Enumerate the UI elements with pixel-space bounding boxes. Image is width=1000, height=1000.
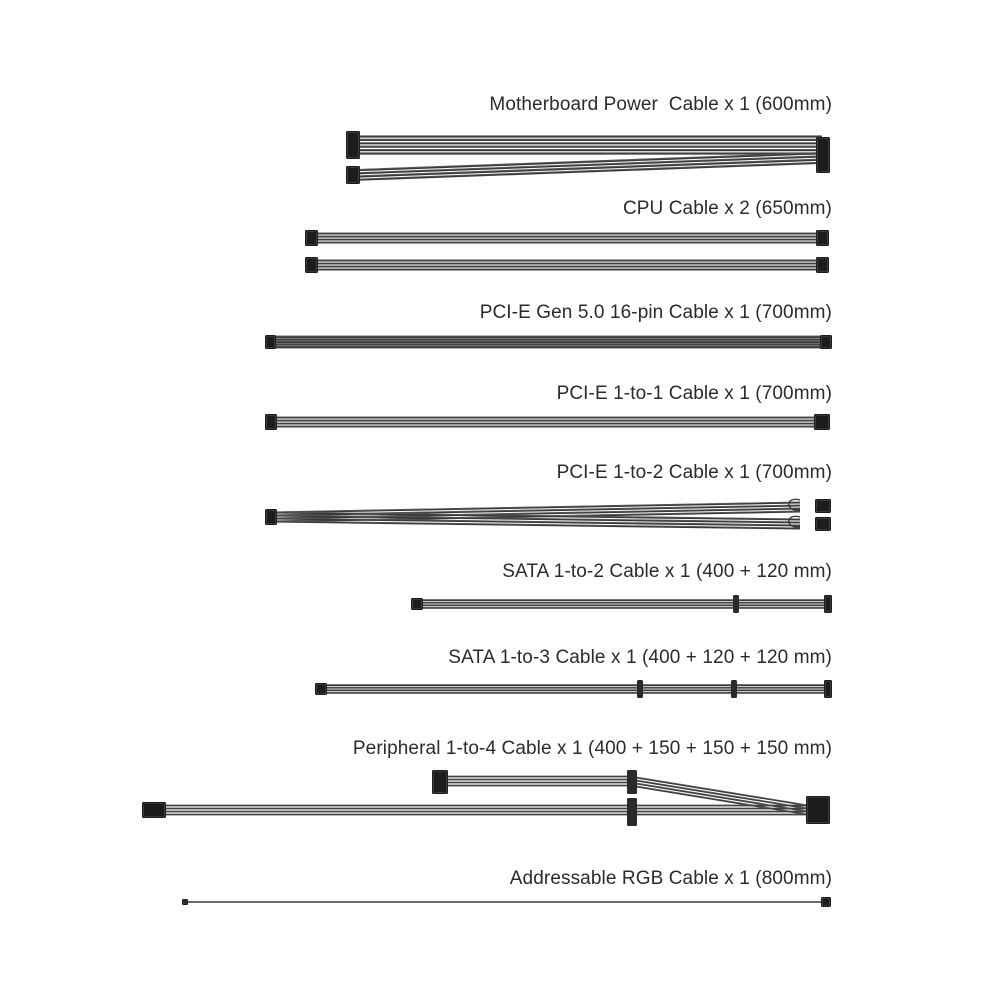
- peripheral-1to4-cable: [142, 770, 830, 826]
- argb-connector-a: [182, 899, 188, 905]
- peripheral-1to4-cable-label: Peripheral 1-to-4 Cable x 1 (400 + 150 + 150 + 150 mm): [352, 738, 832, 759]
- argb-cable: [182, 897, 831, 907]
- pcie-16pin-cable: [265, 335, 832, 349]
- pcie-1to2-cable-label: PCI-E 1-to-2 Cable x 1 (700mm): [556, 462, 832, 483]
- cpu-connector-b-end: [305, 257, 318, 273]
- pcie-1to2-connector-gpu-b: [815, 517, 831, 531]
- wire: [630, 786, 808, 815]
- argb-cable-label: Addressable RGB Cable x 1 (800mm): [509, 868, 832, 889]
- cpu-cable-label: CPU Cable x 2 (650mm): [622, 198, 832, 219]
- cpu-cables: [305, 230, 829, 273]
- pcie-16pin-cable-label: PCI-E Gen 5.0 16-pin Cable x 1 (700mm): [479, 302, 832, 323]
- cpu-connector-b-psu: [816, 257, 829, 273]
- motherboard-cable: [346, 131, 830, 184]
- wire-highlight: [630, 779, 808, 808]
- peripheral-connector-psu: [142, 802, 166, 818]
- sata-1to2-cable-label: SATA 1-to-2 Cable x 1 (400 + 120 mm): [502, 561, 832, 582]
- pcie-1to1-connector-psu: [814, 414, 830, 430]
- pcie-1to1-cable-label: PCI-E 1-to-1 Cable x 1 (700mm): [556, 383, 832, 404]
- motherboard-cable-label: Motherboard Power Cable x 1 (600mm): [489, 94, 832, 115]
- wire: [630, 783, 808, 812]
- mb-connector-split: [346, 166, 360, 184]
- cable-comb: [627, 770, 637, 794]
- wire-highlight: [630, 785, 808, 814]
- sata-1to3-cable-label: SATA 1-to-3 Cable x 1 (400 + 120 + 120 mm): [448, 647, 832, 668]
- cpu-connector-a-psu: [816, 230, 829, 246]
- wire: [630, 780, 808, 809]
- wire: [630, 777, 808, 806]
- sata-1to3-cable: [315, 680, 832, 698]
- cable-comb: [733, 595, 739, 613]
- cable-comb: [627, 798, 637, 826]
- pcie-1to1-cable: [265, 414, 830, 430]
- cpu-connector-a-end: [305, 230, 318, 246]
- pcie-1to2-cable: [265, 499, 831, 531]
- cable-comb: [637, 680, 643, 698]
- molex-connector-a: [432, 770, 448, 794]
- wire-highlight: [630, 782, 808, 811]
- molex-connector-end: [806, 796, 830, 824]
- mb-connector-psu: [816, 137, 830, 173]
- cable-comb: [731, 680, 737, 698]
- sata-1to2-cable: [411, 595, 832, 613]
- pcie-1to2-connector-gpu-a: [815, 499, 831, 513]
- mb-connector-24pin: [346, 131, 360, 159]
